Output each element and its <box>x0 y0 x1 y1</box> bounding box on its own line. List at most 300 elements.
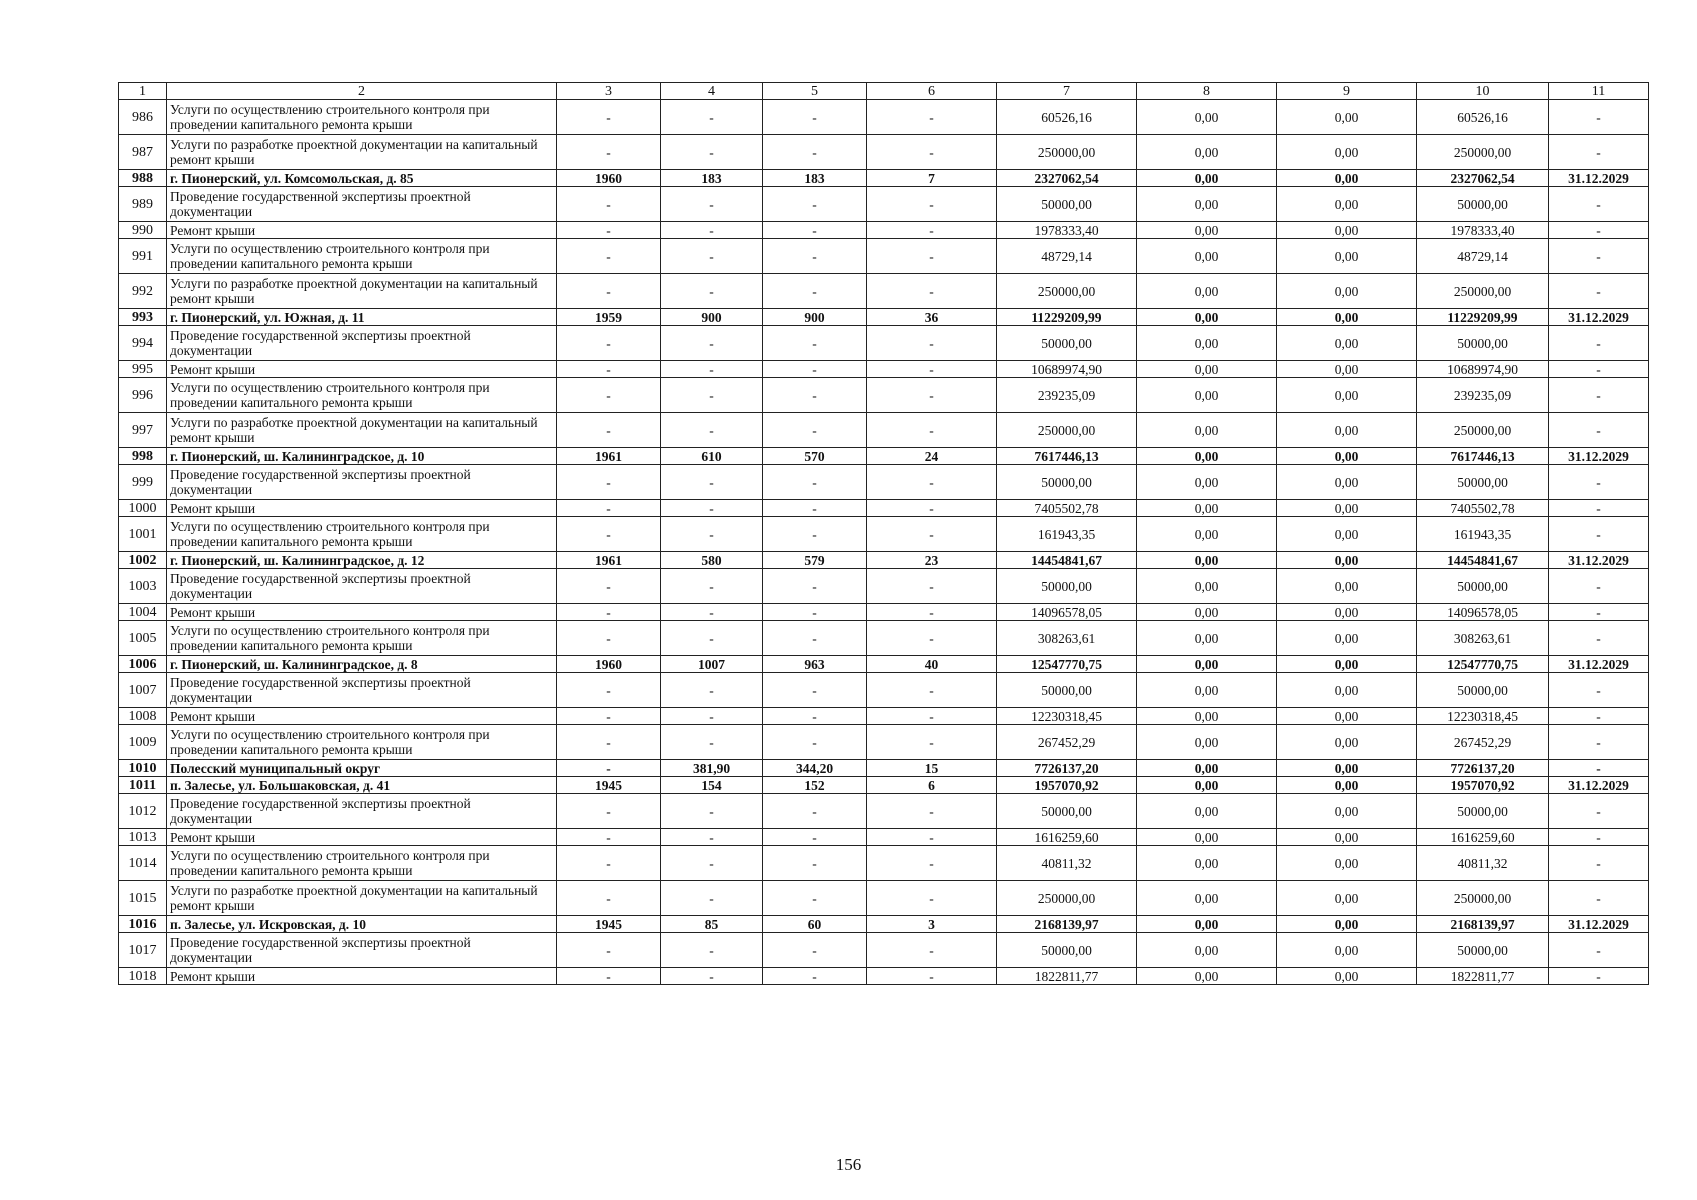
work-name-cell: г. Пионерский, ш. Калининградское, д. 8 <box>167 656 557 673</box>
residents-cell: - <box>867 222 997 239</box>
fund-cost-cell: 0,00 <box>1137 916 1277 933</box>
row-number-cell: 990 <box>119 222 167 239</box>
year-cell: 1960 <box>557 656 661 673</box>
table-body <box>119 83 1649 985</box>
year-cell: - <box>557 135 661 170</box>
other-cost-cell: 0,00 <box>1277 274 1417 309</box>
work-name-cell: Ремонт крыши <box>167 968 557 985</box>
table-row <box>119 465 1649 500</box>
owner-cost-cell: 2168139,97 <box>1417 916 1549 933</box>
area-total-cell: - <box>661 725 763 760</box>
row-number-cell: 1010 <box>119 760 167 777</box>
row-number-cell: 995 <box>119 361 167 378</box>
year-cell: 1960 <box>557 170 661 187</box>
owner-cost-cell: 250000,00 <box>1417 413 1549 448</box>
area-total-cell: - <box>661 569 763 604</box>
residents-cell: 24 <box>867 448 997 465</box>
deadline-cell: - <box>1549 465 1649 500</box>
table-row <box>119 968 1649 985</box>
area-total-cell: - <box>661 881 763 916</box>
table-row <box>119 846 1649 881</box>
residents-cell: - <box>867 673 997 708</box>
work-name-cell: Ремонт крыши <box>167 829 557 846</box>
area-cell: 900 <box>763 309 867 326</box>
other-cost-cell: 0,00 <box>1277 933 1417 968</box>
deadline-cell: - <box>1549 673 1649 708</box>
year-cell: - <box>557 794 661 829</box>
work-name-cell: Услуги по осуществлению строительного контроля при проведении капитального ремонта крыши <box>167 846 557 881</box>
deadline-cell: - <box>1549 621 1649 656</box>
year-cell: - <box>557 725 661 760</box>
residents-cell: - <box>867 187 997 222</box>
work-name-cell: Ремонт крыши <box>167 222 557 239</box>
document-sheet <box>118 82 1648 985</box>
owner-cost-cell: 1822811,77 <box>1417 968 1549 985</box>
fund-cost-cell: 0,00 <box>1137 465 1277 500</box>
deadline-cell: 31.12.2029 <box>1549 170 1649 187</box>
total-cost-cell: 250000,00 <box>997 135 1137 170</box>
row-number-cell: 1015 <box>119 881 167 916</box>
owner-cost-cell: 2327062,54 <box>1417 170 1549 187</box>
table-row <box>119 135 1649 170</box>
table-row <box>119 708 1649 725</box>
total-cost-cell: 239235,09 <box>997 378 1137 413</box>
year-cell: - <box>557 604 661 621</box>
fund-cost-cell: 0,00 <box>1137 170 1277 187</box>
table-row <box>119 777 1649 794</box>
fund-cost-cell: 0,00 <box>1137 846 1277 881</box>
total-cost-cell: 12230318,45 <box>997 708 1137 725</box>
owner-cost-cell: 60526,16 <box>1417 100 1549 135</box>
deadline-cell: - <box>1549 846 1649 881</box>
area-total-cell: - <box>661 378 763 413</box>
fund-cost-cell: 0,00 <box>1137 274 1277 309</box>
area-total-cell: 580 <box>661 552 763 569</box>
year-cell: - <box>557 829 661 846</box>
deadline-cell: - <box>1549 881 1649 916</box>
fund-cost-cell: 0,00 <box>1137 361 1277 378</box>
row-number-cell: 1012 <box>119 794 167 829</box>
residents-cell: - <box>867 361 997 378</box>
year-cell: - <box>557 239 661 274</box>
other-cost-cell: 0,00 <box>1277 794 1417 829</box>
residents-cell: - <box>867 794 997 829</box>
deadline-cell: 31.12.2029 <box>1549 448 1649 465</box>
area-cell: - <box>763 881 867 916</box>
area-cell: - <box>763 604 867 621</box>
year-cell: - <box>557 517 661 552</box>
deadline-cell: - <box>1549 361 1649 378</box>
deadline-cell: 31.12.2029 <box>1549 656 1649 673</box>
area-total-cell: - <box>661 846 763 881</box>
area-total-cell: - <box>661 621 763 656</box>
deadline-cell: - <box>1549 500 1649 517</box>
table-row <box>119 274 1649 309</box>
area-cell: - <box>763 135 867 170</box>
area-total-cell: - <box>661 604 763 621</box>
owner-cost-cell: 7617446,13 <box>1417 448 1549 465</box>
owner-cost-cell: 48729,14 <box>1417 239 1549 274</box>
fund-cost-cell: 0,00 <box>1137 135 1277 170</box>
residents-cell: - <box>867 569 997 604</box>
header-cell: 4 <box>661 83 763 100</box>
area-cell: 963 <box>763 656 867 673</box>
row-number-cell: 1014 <box>119 846 167 881</box>
other-cost-cell: 0,00 <box>1277 309 1417 326</box>
area-cell: - <box>763 239 867 274</box>
table-row <box>119 569 1649 604</box>
owner-cost-cell: 1978333,40 <box>1417 222 1549 239</box>
area-cell: - <box>763 274 867 309</box>
deadline-cell: - <box>1549 222 1649 239</box>
deadline-cell: - <box>1549 100 1649 135</box>
fund-cost-cell: 0,00 <box>1137 725 1277 760</box>
table-row <box>119 794 1649 829</box>
owner-cost-cell: 11229209,99 <box>1417 309 1549 326</box>
residents-cell: 40 <box>867 656 997 673</box>
total-cost-cell: 50000,00 <box>997 465 1137 500</box>
table-row <box>119 222 1649 239</box>
owner-cost-cell: 239235,09 <box>1417 378 1549 413</box>
row-number-cell: 994 <box>119 326 167 361</box>
fund-cost-cell: 0,00 <box>1137 656 1277 673</box>
year-cell: - <box>557 968 661 985</box>
residents-cell: - <box>867 500 997 517</box>
table-row <box>119 673 1649 708</box>
header-cell: 9 <box>1277 83 1417 100</box>
table-row <box>119 378 1649 413</box>
total-cost-cell: 60526,16 <box>997 100 1137 135</box>
work-name-cell: г. Пионерский, ш. Калининградское, д. 12 <box>167 552 557 569</box>
deadline-cell: - <box>1549 829 1649 846</box>
owner-cost-cell: 250000,00 <box>1417 135 1549 170</box>
fund-cost-cell: 0,00 <box>1137 621 1277 656</box>
other-cost-cell: 0,00 <box>1277 326 1417 361</box>
row-number-cell: 1017 <box>119 933 167 968</box>
total-cost-cell: 10689974,90 <box>997 361 1137 378</box>
owner-cost-cell: 1616259,60 <box>1417 829 1549 846</box>
area-cell: 183 <box>763 170 867 187</box>
table-row <box>119 604 1649 621</box>
year-cell: - <box>557 274 661 309</box>
row-number-cell: 1018 <box>119 968 167 985</box>
total-cost-cell: 267452,29 <box>997 725 1137 760</box>
area-cell: - <box>763 829 867 846</box>
work-name-cell: Услуги по разработке проектной документации на капитальный ремонт крыши <box>167 413 557 448</box>
owner-cost-cell: 50000,00 <box>1417 326 1549 361</box>
year-cell: - <box>557 933 661 968</box>
other-cost-cell: 0,00 <box>1277 239 1417 274</box>
owner-cost-cell: 308263,61 <box>1417 621 1549 656</box>
work-name-cell: п. Залесье, ул. Искровская, д. 10 <box>167 916 557 933</box>
row-number-cell: 1003 <box>119 569 167 604</box>
residents-cell: 36 <box>867 309 997 326</box>
area-cell: 579 <box>763 552 867 569</box>
residents-cell: - <box>867 239 997 274</box>
deadline-cell: - <box>1549 968 1649 985</box>
area-total-cell: - <box>661 794 763 829</box>
fund-cost-cell: 0,00 <box>1137 309 1277 326</box>
area-cell: - <box>763 517 867 552</box>
total-cost-cell: 1957070,92 <box>997 777 1137 794</box>
fund-cost-cell: 0,00 <box>1137 777 1277 794</box>
deadline-cell: - <box>1549 135 1649 170</box>
row-number-cell: 993 <box>119 309 167 326</box>
deadline-cell: - <box>1549 378 1649 413</box>
work-name-cell: Услуги по осуществлению строительного контроля при проведении капитального ремонта крыши <box>167 621 557 656</box>
residents-cell: - <box>867 274 997 309</box>
data-table <box>118 82 1649 985</box>
deadline-cell: - <box>1549 326 1649 361</box>
row-number-cell: 988 <box>119 170 167 187</box>
table-row <box>119 448 1649 465</box>
area-cell: - <box>763 222 867 239</box>
area-cell: - <box>763 378 867 413</box>
area-total-cell: - <box>661 968 763 985</box>
other-cost-cell: 0,00 <box>1277 569 1417 604</box>
other-cost-cell: 0,00 <box>1277 604 1417 621</box>
residents-cell: - <box>867 326 997 361</box>
area-cell: - <box>763 465 867 500</box>
area-total-cell: - <box>661 326 763 361</box>
area-cell: 570 <box>763 448 867 465</box>
area-cell: 344,20 <box>763 760 867 777</box>
other-cost-cell: 0,00 <box>1277 100 1417 135</box>
residents-cell: - <box>867 465 997 500</box>
fund-cost-cell: 0,00 <box>1137 100 1277 135</box>
work-name-cell: Услуги по разработке проектной документации на капитальный ремонт крыши <box>167 881 557 916</box>
row-number-cell: 1006 <box>119 656 167 673</box>
deadline-cell: - <box>1549 794 1649 829</box>
area-cell: - <box>763 326 867 361</box>
work-name-cell: Услуги по разработке проектной документации на капитальный ремонт крыши <box>167 274 557 309</box>
residents-cell: - <box>867 517 997 552</box>
work-name-cell: г. Пионерский, ул. Южная, д. 11 <box>167 309 557 326</box>
work-name-cell: Проведение государственной экспертизы проектной документации <box>167 933 557 968</box>
other-cost-cell: 0,00 <box>1277 673 1417 708</box>
area-total-cell: - <box>661 465 763 500</box>
table-row <box>119 933 1649 968</box>
owner-cost-cell: 12547770,75 <box>1417 656 1549 673</box>
area-total-cell: - <box>661 517 763 552</box>
total-cost-cell: 2168139,97 <box>997 916 1137 933</box>
other-cost-cell: 0,00 <box>1277 500 1417 517</box>
deadline-cell: - <box>1549 517 1649 552</box>
fund-cost-cell: 0,00 <box>1137 378 1277 413</box>
fund-cost-cell: 0,00 <box>1137 794 1277 829</box>
work-name-cell: Ремонт крыши <box>167 500 557 517</box>
deadline-cell: - <box>1549 413 1649 448</box>
year-cell: - <box>557 100 661 135</box>
residents-cell: - <box>867 100 997 135</box>
work-name-cell: Проведение государственной экспертизы проектной документации <box>167 187 557 222</box>
deadline-cell: 31.12.2029 <box>1549 552 1649 569</box>
table-row <box>119 760 1649 777</box>
other-cost-cell: 0,00 <box>1277 378 1417 413</box>
owner-cost-cell: 50000,00 <box>1417 673 1549 708</box>
area-total-cell: - <box>661 413 763 448</box>
year-cell: - <box>557 378 661 413</box>
header-cell: 7 <box>997 83 1137 100</box>
owner-cost-cell: 50000,00 <box>1417 569 1549 604</box>
table-row <box>119 326 1649 361</box>
area-total-cell: - <box>661 829 763 846</box>
area-cell: - <box>763 569 867 604</box>
fund-cost-cell: 0,00 <box>1137 500 1277 517</box>
year-cell: - <box>557 222 661 239</box>
residents-cell: - <box>867 881 997 916</box>
row-number-cell: 1008 <box>119 708 167 725</box>
deadline-cell: - <box>1549 604 1649 621</box>
table-row <box>119 413 1649 448</box>
deadline-cell: - <box>1549 569 1649 604</box>
area-total-cell: - <box>661 361 763 378</box>
row-number-cell: 1000 <box>119 500 167 517</box>
year-cell: - <box>557 326 661 361</box>
area-total-cell: 1007 <box>661 656 763 673</box>
area-total-cell: - <box>661 187 763 222</box>
row-number-cell: 997 <box>119 413 167 448</box>
area-cell: - <box>763 846 867 881</box>
row-number-cell: 1009 <box>119 725 167 760</box>
row-number-cell: 996 <box>119 378 167 413</box>
year-cell: - <box>557 846 661 881</box>
area-total-cell: - <box>661 222 763 239</box>
year-cell: - <box>557 187 661 222</box>
year-cell: - <box>557 500 661 517</box>
other-cost-cell: 0,00 <box>1277 968 1417 985</box>
work-name-cell: Ремонт крыши <box>167 361 557 378</box>
other-cost-cell: 0,00 <box>1277 187 1417 222</box>
year-cell: 1961 <box>557 552 661 569</box>
fund-cost-cell: 0,00 <box>1137 673 1277 708</box>
deadline-cell: - <box>1549 708 1649 725</box>
total-cost-cell: 40811,32 <box>997 846 1137 881</box>
row-number-cell: 1005 <box>119 621 167 656</box>
other-cost-cell: 0,00 <box>1277 656 1417 673</box>
fund-cost-cell: 0,00 <box>1137 569 1277 604</box>
total-cost-cell: 1978333,40 <box>997 222 1137 239</box>
fund-cost-cell: 0,00 <box>1137 604 1277 621</box>
total-cost-cell: 50000,00 <box>997 794 1137 829</box>
work-name-cell: Услуги по осуществлению строительного контроля при проведении капитального ремонта крыши <box>167 517 557 552</box>
area-total-cell: 85 <box>661 916 763 933</box>
work-name-cell: Ремонт крыши <box>167 604 557 621</box>
area-total-cell: - <box>661 239 763 274</box>
row-number-cell: 998 <box>119 448 167 465</box>
work-name-cell: Услуги по осуществлению строительного контроля при проведении капитального ремонта крыши <box>167 378 557 413</box>
header-cell: 1 <box>119 83 167 100</box>
work-name-cell: г. Пионерский, ш. Калининградское, д. 10 <box>167 448 557 465</box>
owner-cost-cell: 7726137,20 <box>1417 760 1549 777</box>
header-cell: 3 <box>557 83 661 100</box>
owner-cost-cell: 250000,00 <box>1417 881 1549 916</box>
total-cost-cell: 7405502,78 <box>997 500 1137 517</box>
area-cell: - <box>763 621 867 656</box>
residents-cell: - <box>867 846 997 881</box>
area-total-cell: 183 <box>661 170 763 187</box>
area-cell: - <box>763 413 867 448</box>
deadline-cell: - <box>1549 933 1649 968</box>
year-cell: - <box>557 413 661 448</box>
owner-cost-cell: 7405502,78 <box>1417 500 1549 517</box>
year-cell: - <box>557 760 661 777</box>
other-cost-cell: 0,00 <box>1277 170 1417 187</box>
other-cost-cell: 0,00 <box>1277 135 1417 170</box>
table-row <box>119 725 1649 760</box>
work-name-cell: Ремонт крыши <box>167 708 557 725</box>
area-total-cell: - <box>661 135 763 170</box>
total-cost-cell: 12547770,75 <box>997 656 1137 673</box>
other-cost-cell: 0,00 <box>1277 361 1417 378</box>
row-number-cell: 1011 <box>119 777 167 794</box>
table-row <box>119 100 1649 135</box>
owner-cost-cell: 50000,00 <box>1417 465 1549 500</box>
other-cost-cell: 0,00 <box>1277 552 1417 569</box>
other-cost-cell: 0,00 <box>1277 777 1417 794</box>
residents-cell: - <box>867 413 997 448</box>
total-cost-cell: 14454841,67 <box>997 552 1137 569</box>
deadline-cell: - <box>1549 274 1649 309</box>
fund-cost-cell: 0,00 <box>1137 222 1277 239</box>
total-cost-cell: 14096578,05 <box>997 604 1137 621</box>
total-cost-cell: 48729,14 <box>997 239 1137 274</box>
residents-cell: 7 <box>867 170 997 187</box>
year-cell: - <box>557 708 661 725</box>
total-cost-cell: 250000,00 <box>997 413 1137 448</box>
total-cost-cell: 1822811,77 <box>997 968 1137 985</box>
fund-cost-cell: 0,00 <box>1137 326 1277 361</box>
residents-cell: - <box>867 378 997 413</box>
owner-cost-cell: 14096578,05 <box>1417 604 1549 621</box>
header-cell: 6 <box>867 83 997 100</box>
area-total-cell: - <box>661 100 763 135</box>
table-row <box>119 916 1649 933</box>
work-name-cell: Проведение государственной экспертизы проектной документации <box>167 673 557 708</box>
work-name-cell: Проведение государственной экспертизы проектной документации <box>167 326 557 361</box>
area-cell: - <box>763 187 867 222</box>
year-cell: 1959 <box>557 309 661 326</box>
owner-cost-cell: 267452,29 <box>1417 725 1549 760</box>
other-cost-cell: 0,00 <box>1277 846 1417 881</box>
fund-cost-cell: 0,00 <box>1137 829 1277 846</box>
table-row <box>119 881 1649 916</box>
work-name-cell: г. Пионерский, ул. Комсомольская, д. 85 <box>167 170 557 187</box>
area-total-cell: 610 <box>661 448 763 465</box>
other-cost-cell: 0,00 <box>1277 916 1417 933</box>
work-name-cell: Услуги по осуществлению строительного контроля при проведении капитального ремонта крыши <box>167 725 557 760</box>
table-row <box>119 621 1649 656</box>
area-total-cell: - <box>661 708 763 725</box>
work-name-cell: Услуги по осуществлению строительного контроля при проведении капитального ремонта крыши <box>167 239 557 274</box>
other-cost-cell: 0,00 <box>1277 760 1417 777</box>
area-total-cell: 381,90 <box>661 760 763 777</box>
area-total-cell: - <box>661 673 763 708</box>
residents-cell: - <box>867 135 997 170</box>
fund-cost-cell: 0,00 <box>1137 187 1277 222</box>
total-cost-cell: 7726137,20 <box>997 760 1137 777</box>
fund-cost-cell: 0,00 <box>1137 881 1277 916</box>
area-cell: - <box>763 361 867 378</box>
residents-cell: - <box>867 933 997 968</box>
total-cost-cell: 50000,00 <box>997 569 1137 604</box>
residents-cell: 15 <box>867 760 997 777</box>
owner-cost-cell: 14454841,67 <box>1417 552 1549 569</box>
deadline-cell: 31.12.2029 <box>1549 309 1649 326</box>
total-cost-cell: 50000,00 <box>997 326 1137 361</box>
row-number-cell: 991 <box>119 239 167 274</box>
area-cell: 152 <box>763 777 867 794</box>
